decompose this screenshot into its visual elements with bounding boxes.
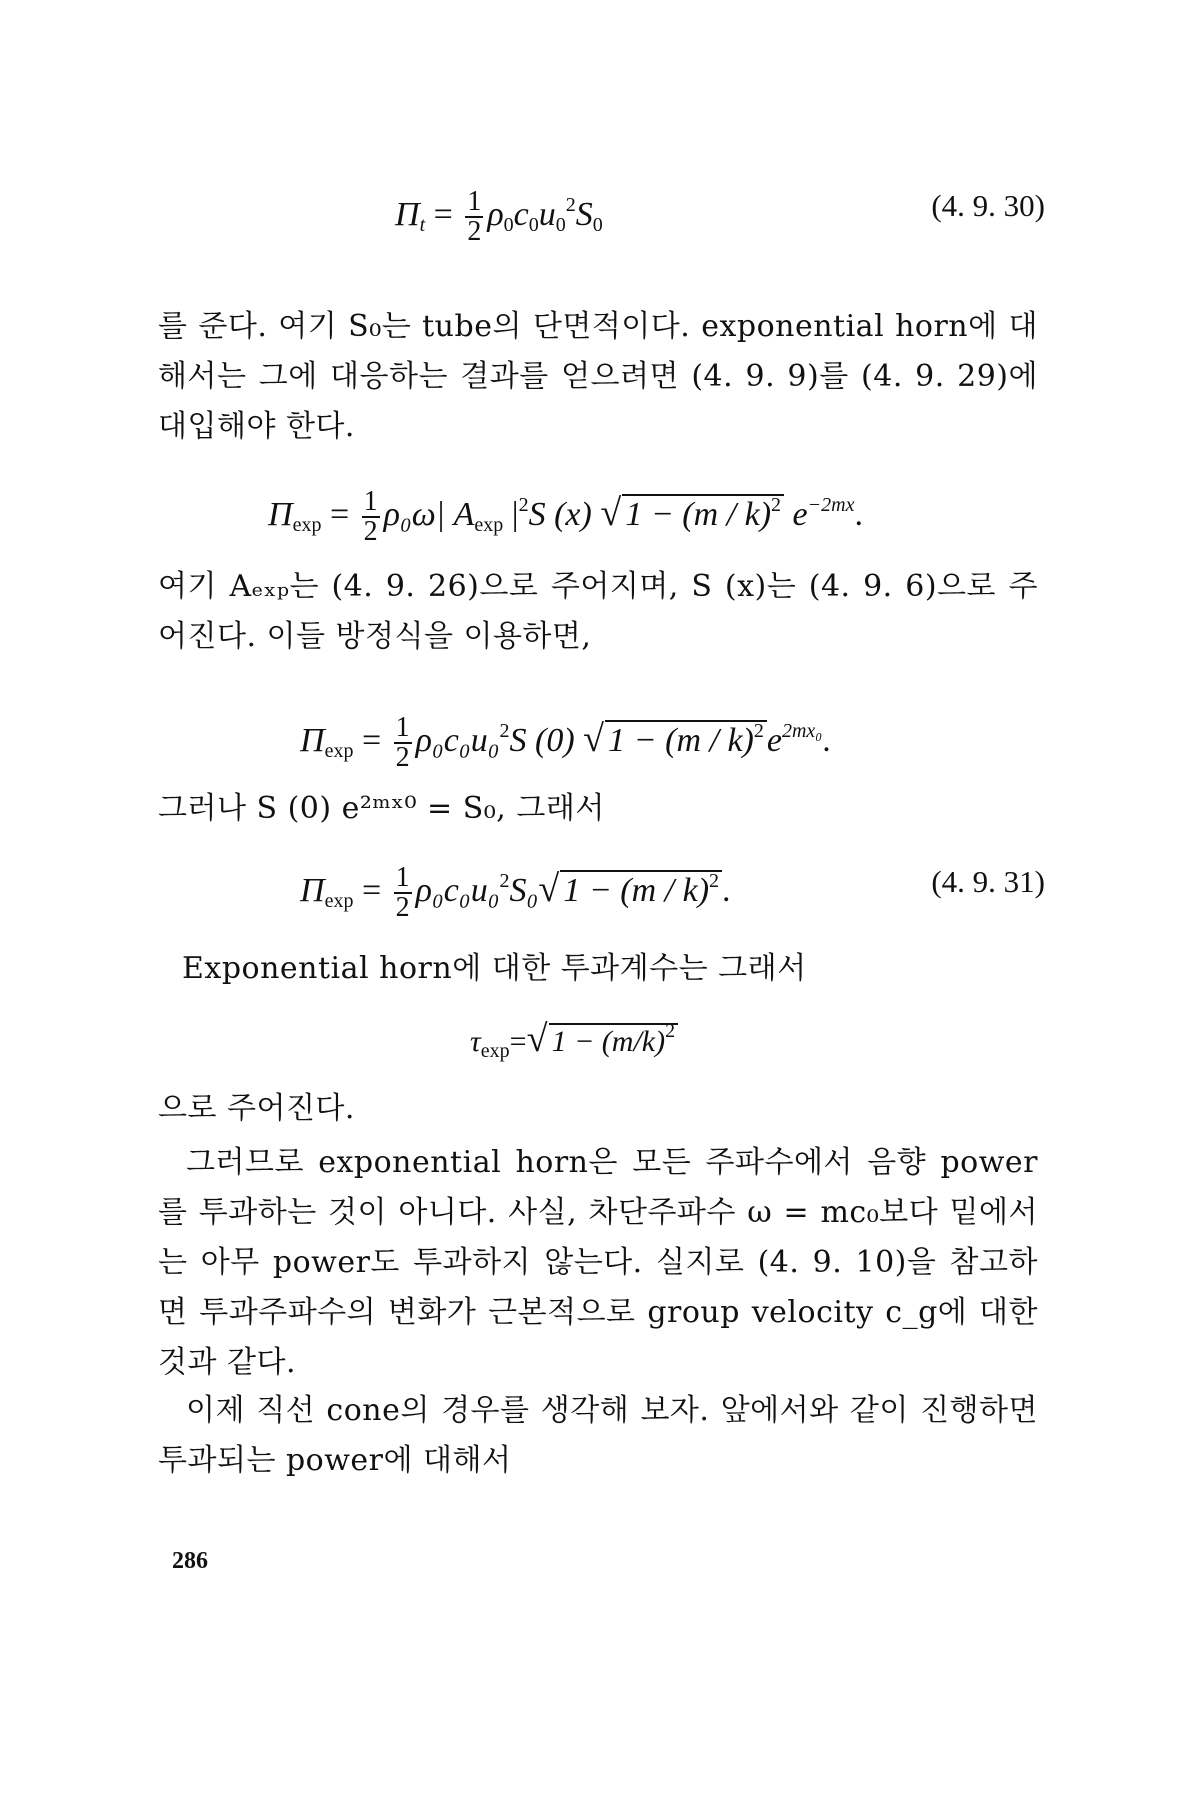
eq31-lhs-sub: exp	[324, 889, 354, 912]
eq2-body-3: S (x)	[528, 495, 592, 533]
eq3-body-2: S (0)	[509, 721, 575, 759]
eq2-sqrt-sup: 2	[771, 493, 782, 516]
eq3-sqrt-sup: 2	[753, 719, 764, 742]
eq30-fraction	[465, 188, 483, 246]
eq30-rho: ρ	[487, 195, 504, 233]
eq3-end: .	[822, 721, 831, 759]
tau-sqrt-body: 1 − (m/k)	[551, 1025, 666, 1058]
eq3-lhs: Π	[300, 721, 325, 759]
eq30-u-sub: 0	[555, 213, 566, 236]
eq2-body-2: |	[503, 495, 519, 533]
eq31-end: .	[722, 871, 731, 909]
eq31-lhs: Π	[300, 871, 325, 909]
paragraph-2: 여기 Aₑₓₚ는 (4. 9. 26)으로 주어지며, S (x)는 (4. 9. 6)으로 주어진다. 이들 방정식을 이용하면,	[158, 569, 1038, 654]
eq3-body-1-sup: 2	[499, 719, 510, 742]
eq3-tail-sup: 2mx₀	[781, 719, 823, 742]
eq3-frac-den: 2	[395, 742, 410, 773]
eq31-frac-den: 2	[395, 892, 410, 923]
eq2-fraction	[362, 488, 380, 546]
eq2-lhs-sub: exp	[292, 513, 322, 536]
eq30-u-sup: 2	[565, 193, 576, 216]
eq31-body-2: S₀	[509, 871, 539, 909]
eq2-lhs: Π	[268, 495, 293, 533]
eq31-sqrt	[538, 870, 722, 910]
eq31-body-1-sup: 2	[499, 869, 510, 892]
eq30-frac-den: 2	[467, 216, 482, 247]
eq3-sqrt	[583, 720, 767, 760]
eq3-body-1: ρ₀c₀u₀	[415, 721, 500, 759]
paragraph-1: 를 준다. 여기 S₀는 tube의 단면적이다. exponential horn에 대해서는 그에 대응하는 결과를 얻으려면 (4. 9. 9)를 (4. 9. 29)에 대입해야 한다.	[158, 309, 1038, 444]
eq31-sqrt-sup: 2	[709, 869, 720, 892]
eq30-c-sub: 0	[528, 213, 539, 236]
paragraph-6: 그러므로 exponential horn은 모든 주파수에서 음향 power를 투과하는 것이 아니다. 사실, 차단주파수 ω = mc₀보다 밑에서는 아무 power도 투과하지 않는다. 실지로 (4. 9. 10)을 참고하면 투과주파수의 변화가 근본적으로 group velocity c_g에 대한 것과 같다.	[158, 1145, 1038, 1380]
eq2-end: .	[854, 495, 863, 533]
eq3-lhs-sub: exp	[324, 739, 354, 762]
tau-equals: =	[509, 1025, 527, 1058]
eq31-body-1: ρ₀c₀u₀	[415, 871, 500, 909]
eq2-body-1: ρ₀ω| A	[383, 495, 475, 533]
paragraph-5: 으로 주어진다.	[158, 1091, 355, 1126]
equation-number: (4. 9. 31)	[931, 864, 1045, 899]
equation-number: (4. 9. 30)	[931, 188, 1045, 223]
eq2-equals: =	[329, 495, 350, 533]
eq3-equals: =	[361, 721, 382, 759]
tau-sqrt-sup: 2	[665, 1020, 676, 1042]
tau-lhs-sub: exp	[480, 1040, 510, 1062]
tau-sqrt	[527, 1020, 679, 1059]
eq30-S: S	[575, 195, 593, 233]
paragraph-4: Exponential horn에 대한 투과계수는 그래서	[182, 951, 807, 986]
page-number: 286	[172, 1548, 208, 1574]
eq3-frac-num: 1	[395, 712, 410, 743]
eq30-S-sub: 0	[592, 213, 603, 236]
tau-lhs: τ	[470, 1025, 481, 1058]
eq31-fraction	[394, 864, 412, 922]
paragraph-3: 그러나 S (0) e²ᵐˣ⁰ = S₀, 그래서	[158, 791, 605, 826]
eq30-lhs: Π	[395, 195, 420, 233]
eq2-sqrt	[600, 494, 784, 534]
eq3-tail: e	[766, 721, 782, 759]
eq31-sqrt-body: 1 − (m / k)	[563, 871, 710, 909]
eq30-rho-sub: 0	[503, 213, 514, 236]
eq31-frac-num: 1	[395, 862, 410, 893]
eq3-sqrt-body: 1 − (m / k)	[608, 721, 754, 759]
eq30-equals: =	[433, 195, 453, 233]
eq30-lhs-sub: t	[419, 213, 426, 236]
eq31-equals: =	[361, 871, 382, 909]
eq2-body-1-sub: exp	[474, 513, 504, 536]
eq2-body-2-sup: 2	[518, 493, 529, 516]
eq2-frac-num: 1	[363, 486, 378, 517]
paragraph-7: 이제 직선 cone의 경우를 생각해 보자. 앞에서와 같이 진행하면 투과되는 power에 대해서	[158, 1393, 1038, 1478]
eq2-tail-sup: −2mx	[807, 493, 855, 516]
eq2-sqrt-body: 1 − (m / k)	[625, 495, 772, 533]
eq2-tail: e	[792, 495, 808, 533]
eq30-c: c	[513, 195, 529, 233]
eq3-fraction	[394, 714, 412, 772]
eq30-frac-num: 1	[467, 186, 482, 217]
eq30-u: u	[538, 195, 556, 233]
eq2-frac-den: 2	[363, 516, 378, 547]
